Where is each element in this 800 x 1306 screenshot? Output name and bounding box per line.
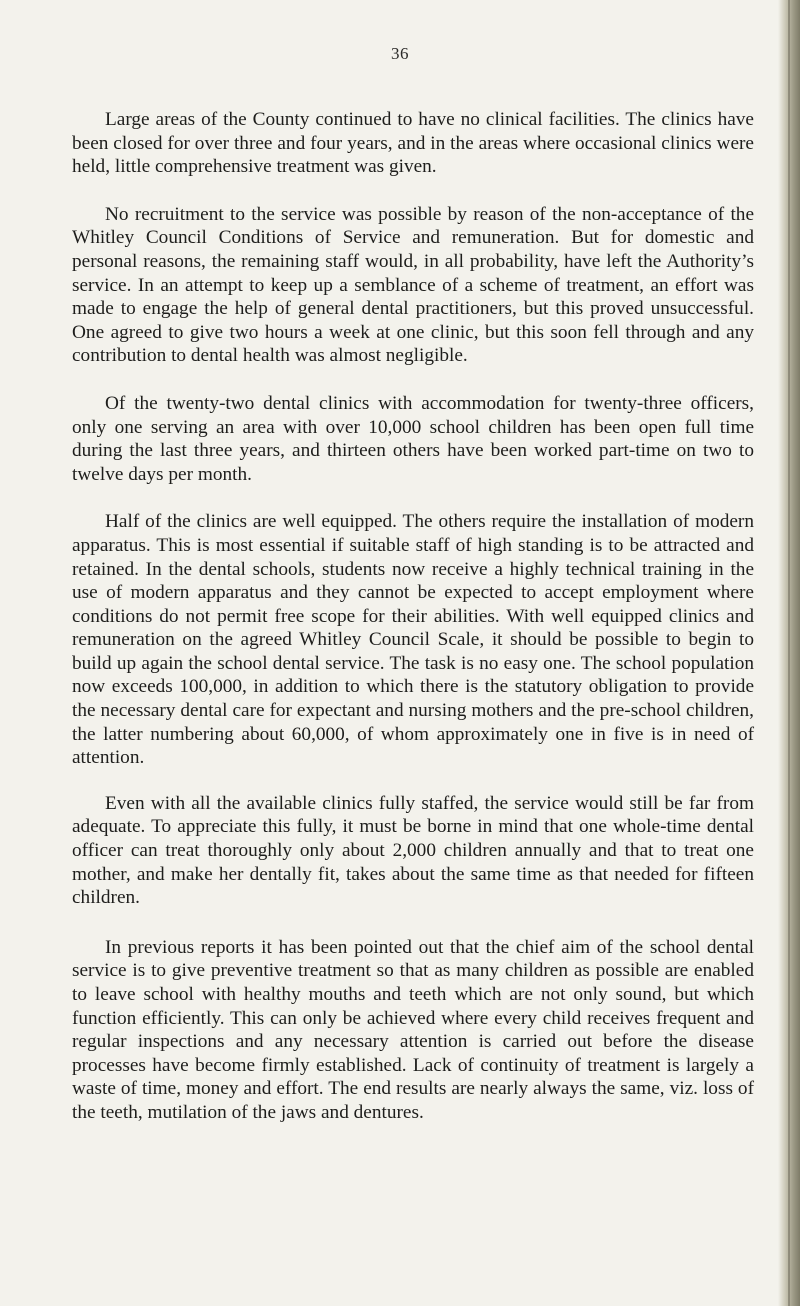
paragraph-dental-clinics: Of the twenty-two dental clinics with accommodation for twenty-three officers, only one serving an area with over 10,000 school children has been open full time during the last three years, and thirteen others have been worked part-time on two to twelve days per month.	[72, 392, 754, 485]
paragraph-staffing: Even with all the available clinics fully staffed, the service would still be far from adequate. To appreciate this fully, it must be borne in mind that one whole-time dental officer can treat thoroughly only about 2,000 children annually and that to treat one mother, and make her dentally fit, takes about the same time as that needed for fifteen children.	[72, 792, 754, 909]
paragraph-clinical-facilities: Large areas of the County continued to have no clinical facilities. The clinics have been closed for over three and four years, and in the areas where occasional clinics were held, little comprehensive treatment was given.	[72, 109, 754, 178]
body-text	[72, 108, 754, 1149]
page-number: 36	[391, 44, 409, 63]
paragraph-recruitment: No recruitment to the service was possible by reason of the non-acceptance of the Whitley Council Conditions of Service and remuneration. But for domestic and personal reasons, the remaining staff would, in all probability, have left the Authority’s service. In an attempt to keep up a semblance of a scheme of treatment, an effort was made to engage the help of general dental practitioners, but this proved unsuccessful. One agreed to give two hours a week at one clinic, but this soon fell through and any contribution to dental health was almost negligible.	[72, 203, 754, 367]
paragraph-equipment: Half of the clinics are well equipped. The others require the installation of modern apparatus. This is most essential if suitable staff of high standing is to be attracted and retained. In the dental schools, students now receive a highly technical training in the use of modern apparatus and they cannot be expected to accept employment where conditions do not permit free scope for their abilities. With well equipped clinics and remuneration on the agreed Whitley Council Scale, it should be possible to begin to build up again the school dental service. The task is no easy one. The school population now exceeds 100,000, in addition to which there is the statutory obligation to provide the necessary dental care for expectant and nursing mothers and the pre-school children, the latter numbering about 60,000, of whom approximately one in five is in need of attention.	[72, 511, 754, 769]
paragraph-preventive-treatment: In previous reports it has been pointed out that the chief aim of the school dental service is to give preventive treatment so that as many children as possible are enabled to leave school with healthy mouths and teeth which are not only sound, but which function efficiently. This can only be achieved where every child receives frequent and regular inspections and any necessary attention is carried out before the disease processes have become firmly established. Lack of continuity of treatment is largely a waste of time, money and effort. The end results are nearly always the same, viz. loss of the teeth, mutilation of the jaws and dentures.	[72, 936, 754, 1123]
page-edge-line	[788, 0, 790, 1306]
